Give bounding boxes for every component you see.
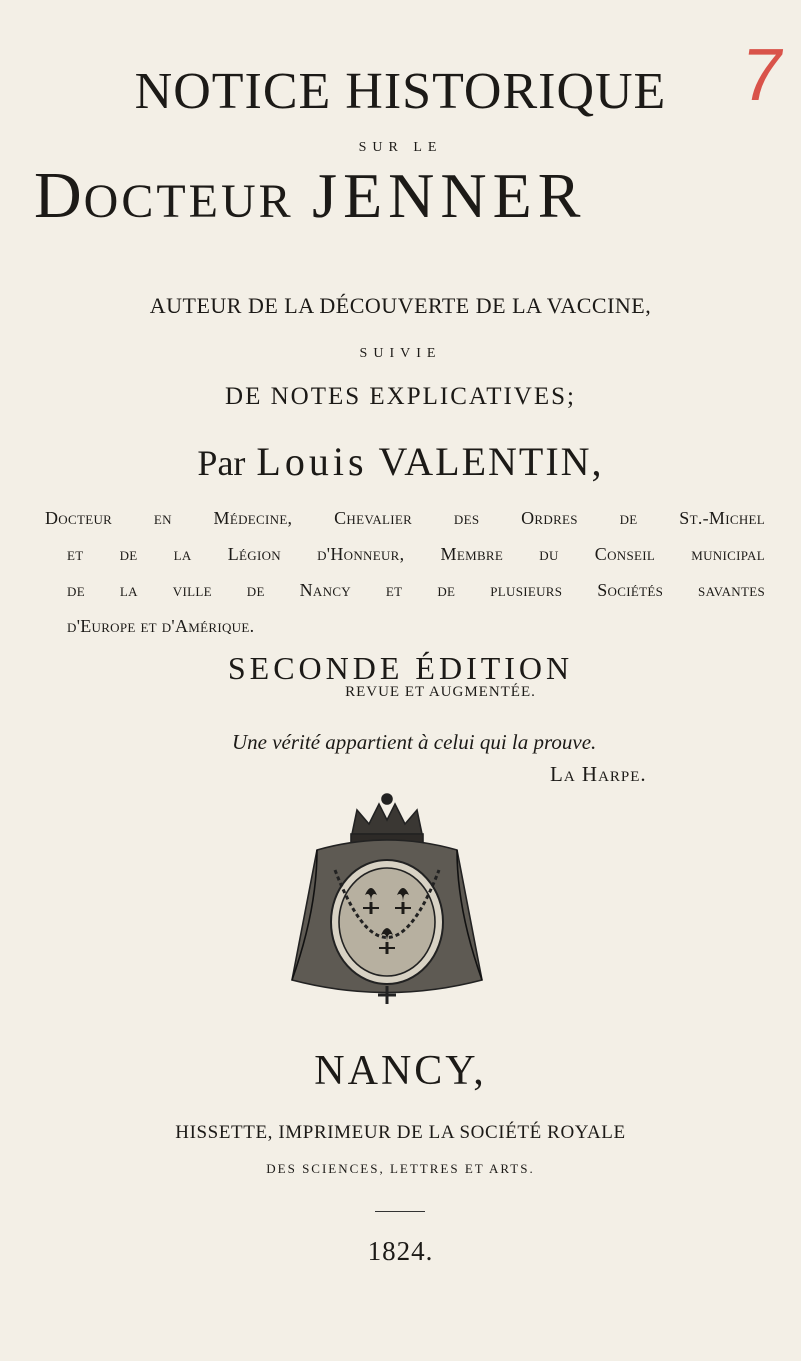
discovery-line: AUTEUR DE LA DÉCOUVERTE DE LA VACCINE, — [149, 293, 652, 318]
main-title: NOTICE HISTORIQUE — [134, 63, 667, 120]
subject-name: JENNER — [312, 160, 587, 231]
city-line: NANCY, — [314, 1048, 487, 1094]
epigraph-attribution: La Harpe. — [550, 762, 647, 786]
publication-year: 1824. — [367, 1236, 434, 1266]
revised-line: REVUE ET AUGMENTÉE. — [345, 684, 536, 700]
author-line — [0, 438, 801, 485]
credentials-line-4: d'Europe et d'Amérique. — [67, 616, 255, 636]
subject-prefix-cap: D — [34, 159, 84, 232]
edition-line: SECONDE ÉDITION — [227, 650, 574, 686]
credentials-line-3: de la ville de Nancy et de plusieurs Sociétés savantes — [67, 580, 765, 600]
author-last-name: VALENTIN, — [378, 439, 604, 484]
printer-subline: DES SCIENCES, LETTRES ET ARTS. — [266, 1161, 535, 1176]
divider-rule — [375, 1211, 425, 1212]
credentials-line-1: Docteur en Médecine, Chevalier des Ordres de St.-Michel — [45, 508, 765, 528]
subject-line — [26, 158, 801, 234]
epigraph: Une vérité appartient à celui qui la prouve. — [232, 730, 597, 754]
author-credentials — [45, 500, 765, 644]
suivie-line: SUIVIE — [359, 346, 442, 361]
notes-line: DE NOTES EXPLICATIVES; — [225, 383, 576, 410]
subject-prefix-rest: OCTEUR — [83, 175, 294, 228]
page-number-mark: 7 — [736, 33, 790, 116]
printer-line: HISSETTE, IMPRIMEUR DE LA SOCIÉTÉ ROYALE — [175, 1122, 626, 1143]
credentials-line-2: et de la Légion d'Honneur, Membre du Conseil municipal — [67, 544, 765, 564]
author-first-name: Louis — [256, 439, 368, 484]
sur-le-line: SUR LE — [358, 140, 443, 155]
royal-coat-of-arms-icon — [257, 790, 517, 1010]
author-par: Par — [197, 443, 246, 483]
